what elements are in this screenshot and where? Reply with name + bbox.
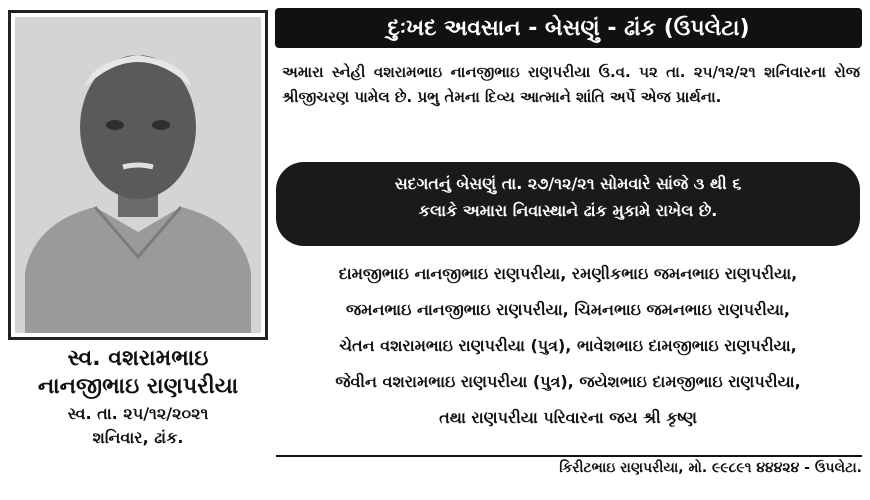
- caption-name-line2: નાનજીભાઇ રાણપરીયા: [37, 373, 239, 399]
- besnu-notice: [276, 162, 860, 246]
- photo-frame: [8, 10, 268, 340]
- relatives-line: તથા રાણપરીયા પરિવારના જય શ્રી કૃષ્ણ: [439, 408, 697, 427]
- relatives-line: દામજીભાઇ નાનજીભાઇ રાણપરીયા, રમણીકભાઇ જમનભાઇ રાણપરીયા,: [338, 264, 798, 283]
- intro-paragraph: અમારા સ્નેહી વશરામભાઇ નાનજીભાઇ રાણપરીયા ઉ.વ. ૫૨ તા. ૨૫/૧૨/૨૧ શનિવારના રોજ શ્રીજીચરણ પામેલ છે. પ્રભુ તેમના દિવ્ય આત્માને શાંતિ અર્પે એજ પ્રાર્થના.: [282, 63, 860, 106]
- caption: [8, 345, 268, 448]
- besnu-line2: કલાકે અમારા નિવાસ્થાને ઢાંક મુકામે રાખેલ છે.: [418, 201, 718, 221]
- portrait-silhouette-icon: [15, 17, 261, 333]
- footer-divider: [276, 455, 862, 457]
- header-title: દુઃખદ અવસાન - બેસણું - ઢાંક (ઉપલેટા): [275, 8, 862, 48]
- footer-contact: કિરીટભાઇ રાણપરીયા, મો. ૯૯૮૯૧ ૪૪૪૨૪ - ઉપલેટા.: [559, 460, 862, 476]
- caption-day-place: શનિવાર, ઢાંક.: [92, 428, 184, 447]
- relatives-list: [272, 256, 864, 436]
- relatives-line: જમનભાઇ નાનજીભાઇ રાણપરીયા, ચિમનભાઇ જમનભાઇ રાણપરીયા,: [346, 300, 790, 319]
- caption-date: સ્વ. તા. ૨૫/૧૨/૨૦૨૧: [67, 404, 209, 423]
- portrait-photo: [15, 17, 261, 333]
- relatives-line: ચેતન વશરામભાઇ રાણપરીયા (પુત્ર), ભાવેશભાઇ દામજીભાઇ રાણપરીયા,: [339, 336, 797, 355]
- besnu-line1: સદગતનું બેસણું તા. ૨૭/૧૨/૨૧ સોમવારે સાંજે ૩ થી ૬: [394, 174, 742, 193]
- caption-name-line1: સ્વ. વશરામભાઇ: [67, 346, 209, 371]
- relatives-line: જેવીન વશરામભાઇ રાણપરીયા (પુત્ર), જયેશભાઇ દામજીભાઇ રાણપરીયા,: [335, 372, 801, 391]
